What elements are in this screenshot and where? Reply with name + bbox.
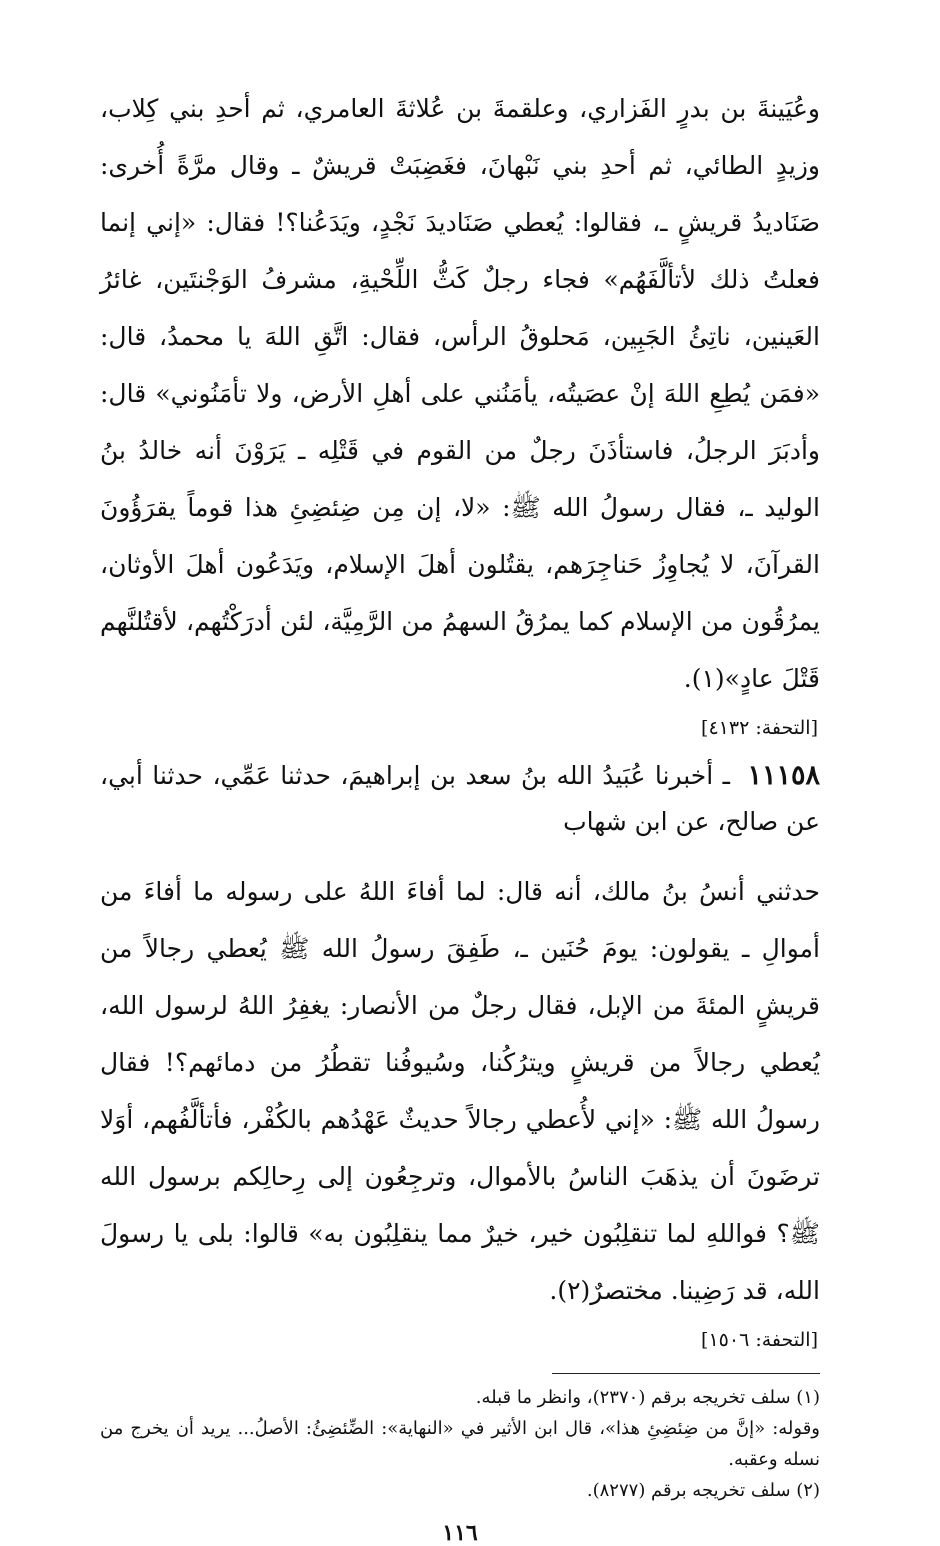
tuhfa-reference: [التحفة: ١٥٠٦] (701, 1329, 818, 1351)
footnote-separator-wrap (100, 1365, 820, 1382)
hadith-chain: ـ أخبرنا عُبَيدُ الله بنُ سعد بن إبراهيمَ، حدثنا عَمِّي، حدثنا أبي، عن صالح، عن ابن شهاب (100, 761, 820, 836)
footnote: (١) سلف تخريجه برقم (٢٣٧٠)، وانظر ما قبله. (475, 1387, 820, 1408)
body-paragraph: حدثني أنسُ بنُ مالك، أنه قال: لما أفاءَ اللهُ على رسوله ما أفاءَ من أموالِ ـ يقولون: يومَ حُنَين ـ، طَفِقَ رسولُ الله ﷺ يُعطي رجالاً من قريشٍ المئةَ من الإبل، فقال رجلٌ من الأنصار: يغفِرُ اللهُ لرسول الله، يُعطي رجالاً من قريشٍ ويترُكُنا، وسُيوفُنا تقطُرُ من دمائهم؟! فقال رسولُ الله ﷺ: «إني لأُعطي رجالاً حديثٌ عَهْدُهم بالكُفْر، فأتألَّفُهم، أوَلا ترضَونَ أن يذهَبَ الناسُ بالأموال، وترجِعُون إلى رِحالِكم برسول الله ﷺ؟ فواللهِ لما تنقلِبُون خير، خيرٌ مما ينقلِبُون به» قالوا: بلى يا رسولَ الله، قد رَضِينا. مختصرٌ(٢). (100, 877, 820, 1305)
footnote-continuation: وقوله: «إنَّ من ضِئضِئِ هذا»، قال ابن الأثير في «النهاية»: الضِّئضِئُ: الأصلُ... يريد أن يخرج من نسله وعقبه. (100, 1418, 820, 1470)
hadith-number: ١١١٥٨ (747, 760, 820, 791)
body-paragraph: وعُيَينةَ بن بدرٍ الفَزاري، وعلقمةَ بن عُلاثةَ العامري، ثم أحدِ بني كِلاب، وزيدٍ الطائي، ثم أحدِ بني نَبْهانَ، فغَضِبَتْ قريشٌ ـ وقال مرَّةً أُخرى: صَنَاديدُ قريشٍ ـ، فقالوا: يُعطي صَنَاديدَ نَجْدٍ، ويَدَعُنا؟! فقال: «إني إنما فعلتُ ذلك لأتألَّفَهُم» فجاء رجلٌ كَثُّ اللِّحْيةِ، مشرفُ الوَجْنتَين، غائرُ العَينين، ناتِئُ الجَبِين، مَحلوقُ الرأس، فقال: اتَّقِ اللهَ يا محمدُ، قال: «فمَن يُطِعِ اللهَ إنْ عصَيتُه، يأمَنُني على أهلِ الأرض، ولا تأمَنُوني» قال: وأدبَرَ الرجلُ، فاستأذَنَ رجلٌ من القوم في قَتْلِه ـ يَرَوْنَ أنه خالدُ بنُ الوليد ـ، فقال رسولُ الله ﷺ: «لا، إن مِن ضِئضِئِ هذا قوماً يقرَؤُونَ القرآنَ، لا يُجاوِزُ حَناجِرَهم، يقتُلون أهلَ الإسلام، ويَدَعُون أهلَ الأوثان، يمرُقُون من الإسلام كما يمرُقُ السهمُ من الرَّمِيَّة، لئن أدرَكْتُهم، لأقتُلنَّهم قَتْلَ عادٍ»(١). (100, 94, 820, 693)
hadith-heading (100, 753, 820, 845)
document-page (100, 80, 820, 1546)
page-number: ١١٦ (442, 1520, 478, 1546)
footnote: (٢) سلف تخريجه برقم (٨٢٧٧). (586, 1480, 820, 1501)
tuhfa-reference: [التحفة: ٤١٣٢] (701, 717, 818, 739)
footnote-separator (552, 1373, 820, 1374)
